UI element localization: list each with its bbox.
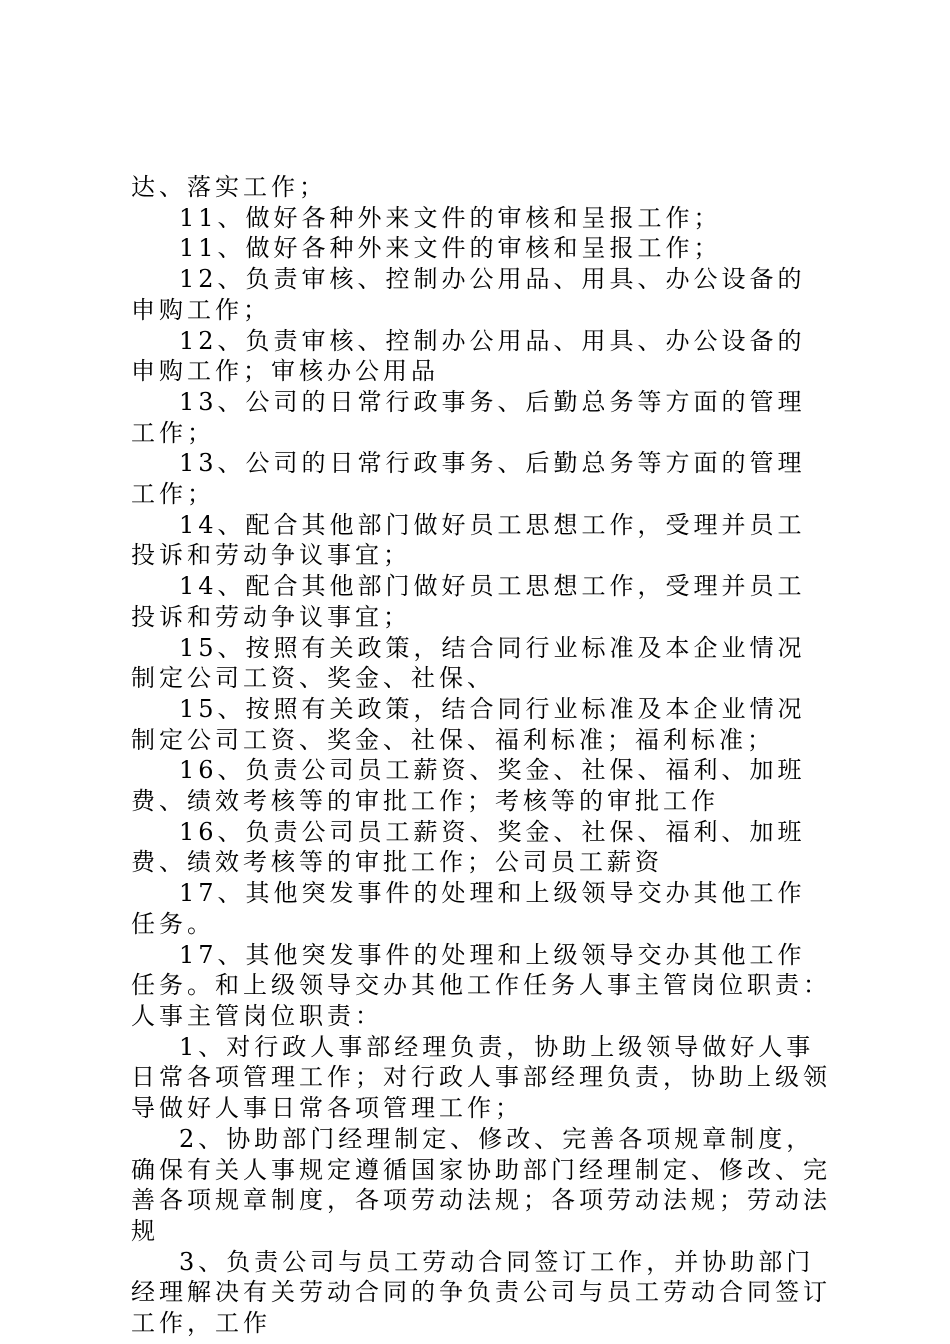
paragraph: 16、负责公司员工薪资、奖金、社保、福利、加班费、绩效考核等的审批工作；公司员工薪资 bbox=[131, 817, 806, 877]
paragraph: 12、负责审核、控制办公用品、用具、办公设备的申购工作；审核办公用品 bbox=[131, 326, 806, 386]
paragraph: 1、对行政人事部经理负责，协助上级领导做好人事日常各项管理工作；对行政人事部经理负责，协助上级领导做好人事日常各项管理工作； bbox=[131, 1032, 831, 1123]
paragraph: 15、按照有关政策，结合同行业标准及本企业情况制定公司工资、奖金、社保、福利标准；福利标准； bbox=[131, 694, 806, 754]
paragraph: 3、负责公司与员工劳动合同签订工作，并协助部门经理解决有关劳动合同的争负责公司与员工劳动合同签订工作，工作 bbox=[131, 1247, 831, 1338]
document-body bbox=[131, 172, 831, 1339]
paragraph: 14、配合其他部门做好员工思想工作，受理并员工投诉和劳动争议事宜； bbox=[131, 572, 806, 631]
paragraph: 15、按照有关政策，结合同行业标准及本企业情况制定公司工资、奖金、社保、 bbox=[131, 633, 806, 693]
paragraph: 14、配合其他部门做好员工思想工作，受理并员工投诉和劳动争议事宜； bbox=[131, 510, 806, 570]
paragraph: 11、做好各种外来文件的审核和呈报工作； bbox=[179, 234, 722, 263]
paragraph: 13、公司的日常行政事务、后勤总务等方面的管理工作； bbox=[131, 449, 806, 509]
paragraph: 16、负责公司员工薪资、奖金、社保、福利、加班费、绩效考核等的审批工作；考核等的审批工作 bbox=[131, 756, 806, 816]
paragraph: 达、落实工作； bbox=[131, 173, 327, 201]
paragraph: 11、做好各种外来文件的审核和呈报工作； bbox=[179, 203, 722, 232]
paragraph: 17、其他突发事件的处理和上级领导交办其他工作任务。和上级领导交办其他工作任务人事主管岗位职责：人事主管岗位职责： bbox=[131, 940, 831, 1030]
paragraph: 2、协助部门经理制定、修改、完善各项规章制度，确保有关人事规定遵循国家协助部门经理制定、修改、完善各项规章制度，各项劳动法规；各项劳动法规；劳动法规 bbox=[131, 1124, 831, 1245]
paragraph: 13、公司的日常行政事务、后勤总务等方面的管理工作； bbox=[131, 387, 806, 447]
paragraph: 17、其他突发事件的处理和上级领导交办其他工作任务。 bbox=[131, 879, 806, 938]
paragraph: 12、负责审核、控制办公用品、用具、办公设备的申购工作； bbox=[131, 265, 806, 324]
